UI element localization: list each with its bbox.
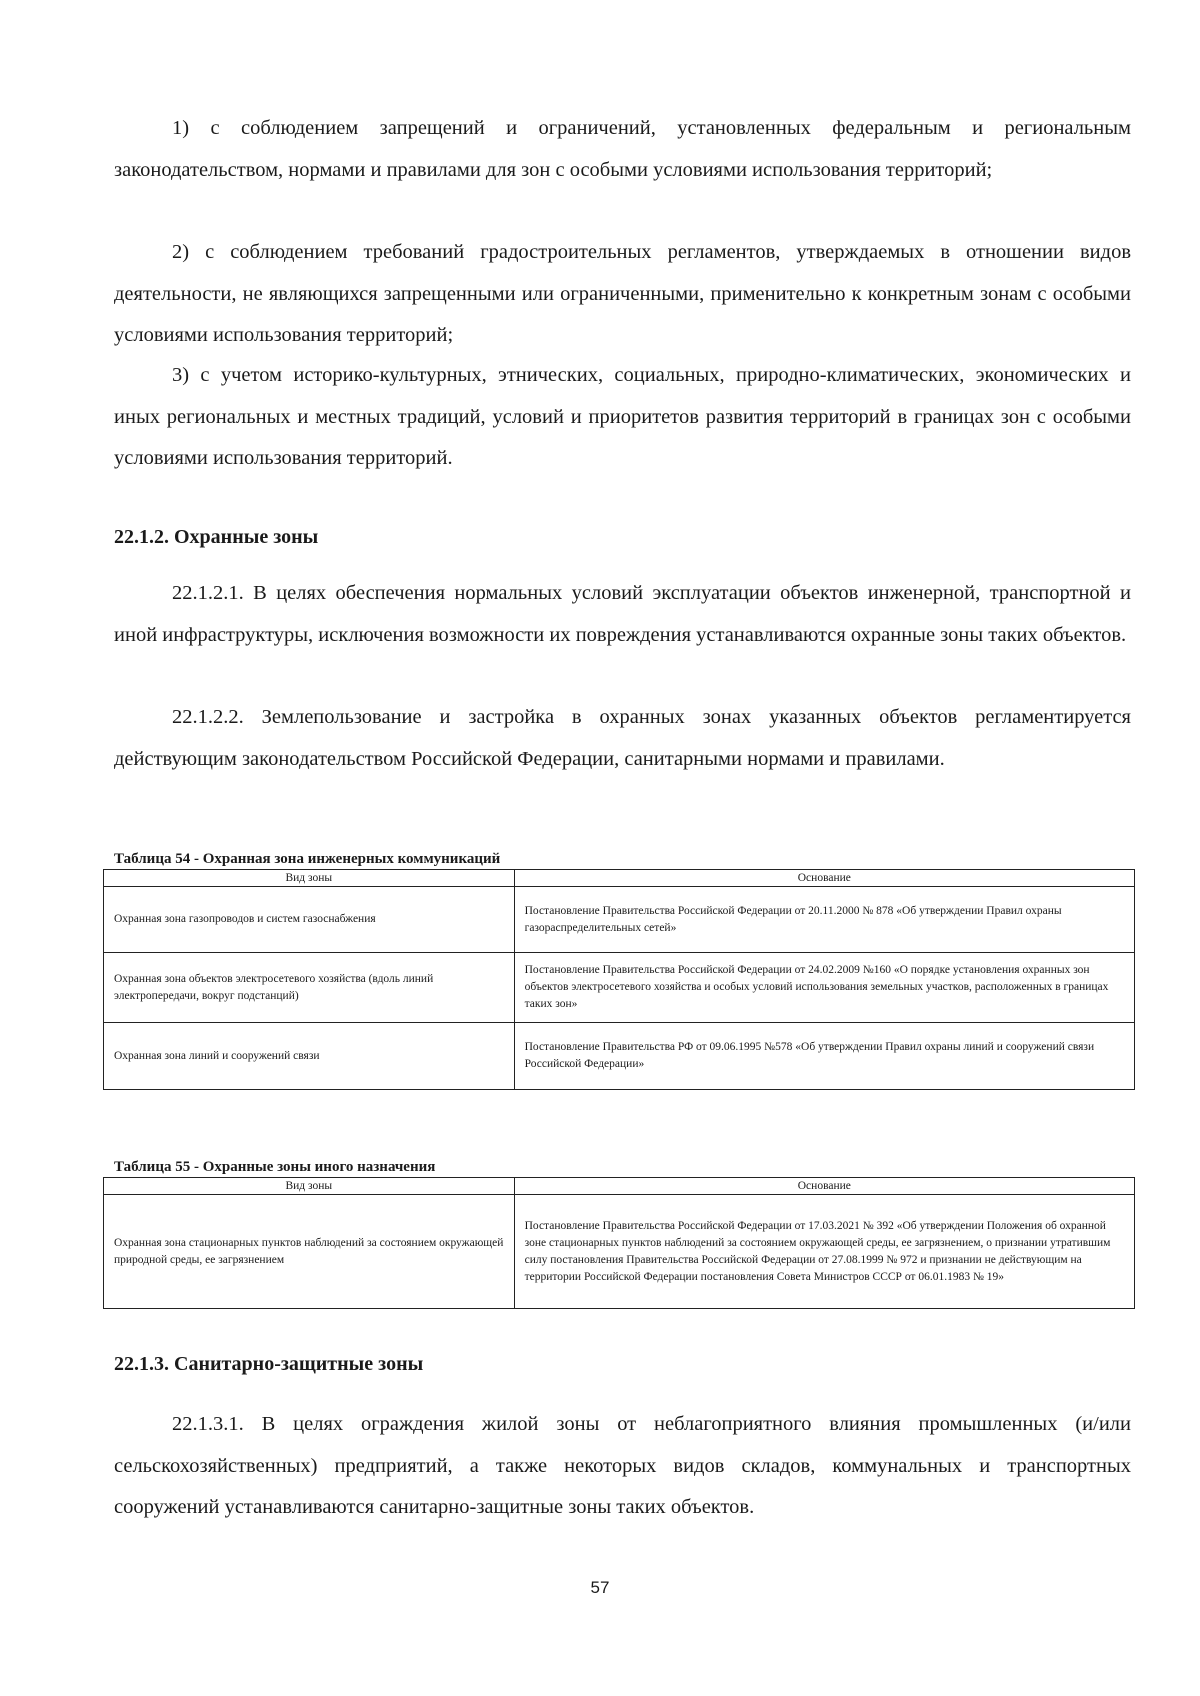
table-row	[104, 1195, 1135, 1309]
table-55	[103, 1177, 1135, 1309]
table-55-caption: Таблица 55 - Охранные зоны иного назначения	[114, 1159, 436, 1175]
column-header-zone-type: Вид зоны	[104, 870, 515, 887]
table-row	[104, 887, 1135, 953]
paragraph-22-1-3-1: 22.1.3.1. В целях ограждения жилой зоны от неблагоприятного влияния промышленных (и/или сельскохозяйственных) предприятий, а также некоторых видов складов, коммунальных и транспортных сооружений устанавливаются санитарно-защитные зоны таких объектов.	[114, 1413, 1131, 1518]
intro-item-2: 2) с соблюдением требований градостроительных регламентов, утверждаемых в отношении видов деятельности, не являющихся запрещенными или ограниченными, применительно к конкретным зонам с особыми условиями использования территорий;	[114, 241, 1131, 346]
table-54	[103, 869, 1135, 1090]
table-row	[104, 1023, 1135, 1090]
section-heading-22-1-3: 22.1.3. Санитарно-защитные зоны	[114, 1353, 424, 1375]
paragraph-22-1-2-2: 22.1.2.2. Землепользование и застройка в охранных зонах указанных объектов регламентируется действующим законодательством Российской Федерации, санитарными нормами и правилами.	[114, 706, 1131, 770]
page-number: 57	[590, 1578, 610, 1597]
table-header-row	[104, 1178, 1135, 1195]
basis-cell: Постановление Правительства Российской Федерации от 20.11.2000 № 878 «Об утверждении Правил охраны газораспределительных сетей»	[514, 887, 1134, 953]
table-row	[104, 953, 1135, 1023]
paragraph-22-1-2-1: 22.1.2.1. В целях обеспечения нормальных условий эксплуатации объектов инженерной, транспортной и иной инфраструктуры, исключения возможности их повреждения устанавливаются охранные зоны таких объектов.	[114, 582, 1131, 646]
basis-cell: Постановление Правительства Российской Федерации от 24.02.2009 №160 «О порядке установления охранных зон объектов электросетевого хозяйства и особых условий использования земельных участков, расположенных в границах таких зон»	[514, 953, 1134, 1023]
zone-cell: Охранная зона линий и сооружений связи	[104, 1023, 515, 1090]
table-54-caption: Таблица 54 - Охранная зона инженерных коммуникаций	[114, 851, 501, 867]
zone-cell: Охранная зона стационарных пунктов наблюдений за состоянием окружающей природной среды, ее загрязнением	[104, 1195, 515, 1309]
zone-cell: Охранная зона объектов электросетевого хозяйства (вдоль линий электропередачи, вокруг подстанций)	[104, 953, 515, 1023]
intro-item-3: 3) с учетом историко-культурных, этнических, социальных, природно-климатических, экономических и иных региональных и местных традиций, условий и приоритетов развития территорий в границах зон с особыми условиями использования территорий.	[114, 364, 1131, 469]
section-heading-22-1-2: 22.1.2. Охранные зоны	[114, 526, 319, 548]
basis-cell: Постановление Правительства РФ от 09.06.1995 №578 «Об утверждении Правил охраны линий и сооружений связи Российской Федерации»	[514, 1023, 1134, 1090]
column-header-basis: Основание	[514, 1178, 1134, 1195]
table-header-row	[104, 870, 1135, 887]
basis-cell: Постановление Правительства Российской Федерации от 17.03.2021 № 392 «Об утверждении Положения об охранной зоне стационарных пунктов наблюдений за состоянием окружающей среды, ее загрязнением, о признании утратившим силу постановления Правительства Российской Федерации от 27.08.1999 № 972 и признании не действующим на территории Российской Федерации постановления Совета Министров СССР от 06.01.1983 № 19»	[514, 1195, 1134, 1309]
zone-cell: Охранная зона газопроводов и систем газоснабжения	[104, 887, 515, 953]
column-header-zone-type: Вид зоны	[104, 1178, 515, 1195]
intro-item-1: 1) с соблюдением запрещений и ограничений, установленных федеральным и региональным законодательством, нормами и правилами для зон с особыми условиями использования территорий;	[114, 117, 1131, 181]
column-header-basis: Основание	[514, 870, 1134, 887]
